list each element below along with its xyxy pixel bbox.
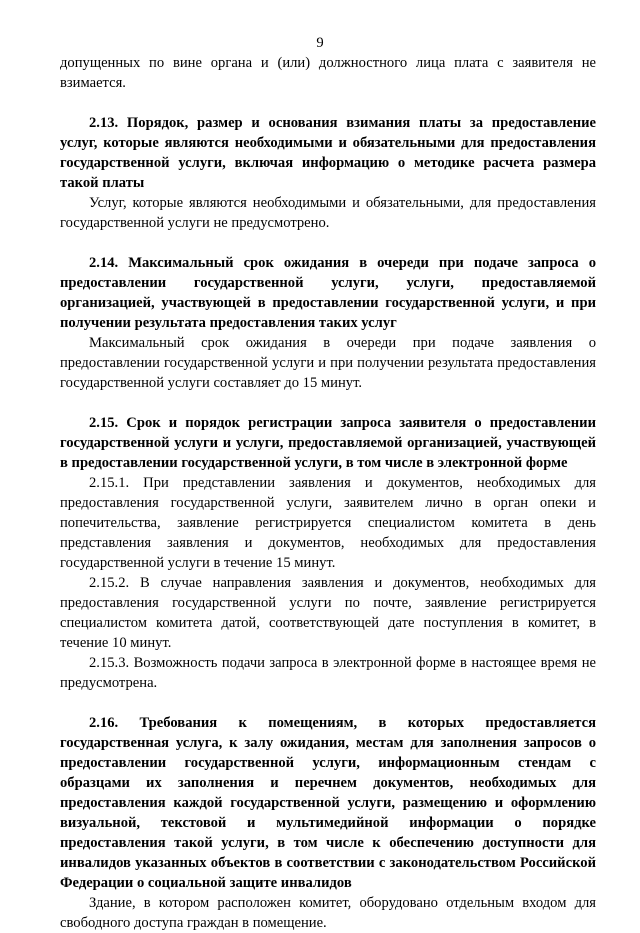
body-paragraph: Услуг, которые являются необходимыми и обязательными, для предоставления государственной услуги не предусмотрено. (60, 195, 596, 231)
section-heading: 2.16. Требования к помещениям, в которых предоставляется государственная услуга, к залу ожидания, местам для заполнения запросов о предоставлении государственной услуги, информационным стендам с образцами их заполнения и перечнем документов, необходимых для предоставления каждой государственной услуги, размещению и оформлению визуальной, текстовой и мультимедийной информации о порядке предоставления такой услуги, в том числе к обеспечению доступности для инвалидов указанных объектов в соответствии с законодательством Российской Федерации о социальной защите инвалидов (60, 715, 596, 891)
document-body (60, 53, 596, 933)
section-heading: 2.14. Максимальный срок ожидания в очереди при подаче запроса о предоставлении государственной услуги, услуги, предоставляемой организацией, участвующей в предоставлении государственной услуги, и при получении результата предоставления таких услуг (60, 255, 596, 331)
body-paragraph: допущенных по вине органа и (или) должностного лица плата с заявителя не взимается. (60, 55, 596, 91)
section-heading: 2.13. Порядок, размер и основания взимания платы за предоставление услуг, которые являются необходимыми и обязательными для предоставления государственной услуги, включая информацию о методике расчета размера такой платы (60, 115, 596, 191)
body-paragraph: 2.15.1. При представлении заявления и документов, необходимых для предоставления государственной услуги, заявителем лично в орган опеки и попечительства, заявление регистрируется специалистом комитета в день представления заявления и документов, необходимых для предоставления государственной услуги в течение 15 минут. (60, 475, 596, 571)
section-heading: 2.15. Срок и порядок регистрации запроса заявителя о предоставлении государственной услуги и услуги, предоставляемой организацией, участвующей в предоставлении государственной услуги, в том числе в электронной форме (60, 415, 596, 471)
body-paragraph: 2.15.2. В случае направления заявления и документов, необходимых для предоставления государственной услуги по почте, заявление регистрируется специалистом комитета датой, соответствующей дате поступления в комитет, в течение 10 минут. (60, 575, 596, 651)
body-paragraph: Здание, в котором расположен комитет, оборудовано отдельным входом для свободного доступа граждан в помещение. (60, 895, 596, 931)
body-paragraph: 2.15.3. Возможность подачи запроса в электронной форме в настоящее время не предусмотрена. (60, 655, 596, 691)
page-number: 9 (316, 35, 324, 51)
body-paragraph: Максимальный срок ожидания в очереди при подаче заявления о предоставлении государственной услуги и при получении результата предоставления государственной услуги составляет до 15 минут. (60, 335, 596, 391)
